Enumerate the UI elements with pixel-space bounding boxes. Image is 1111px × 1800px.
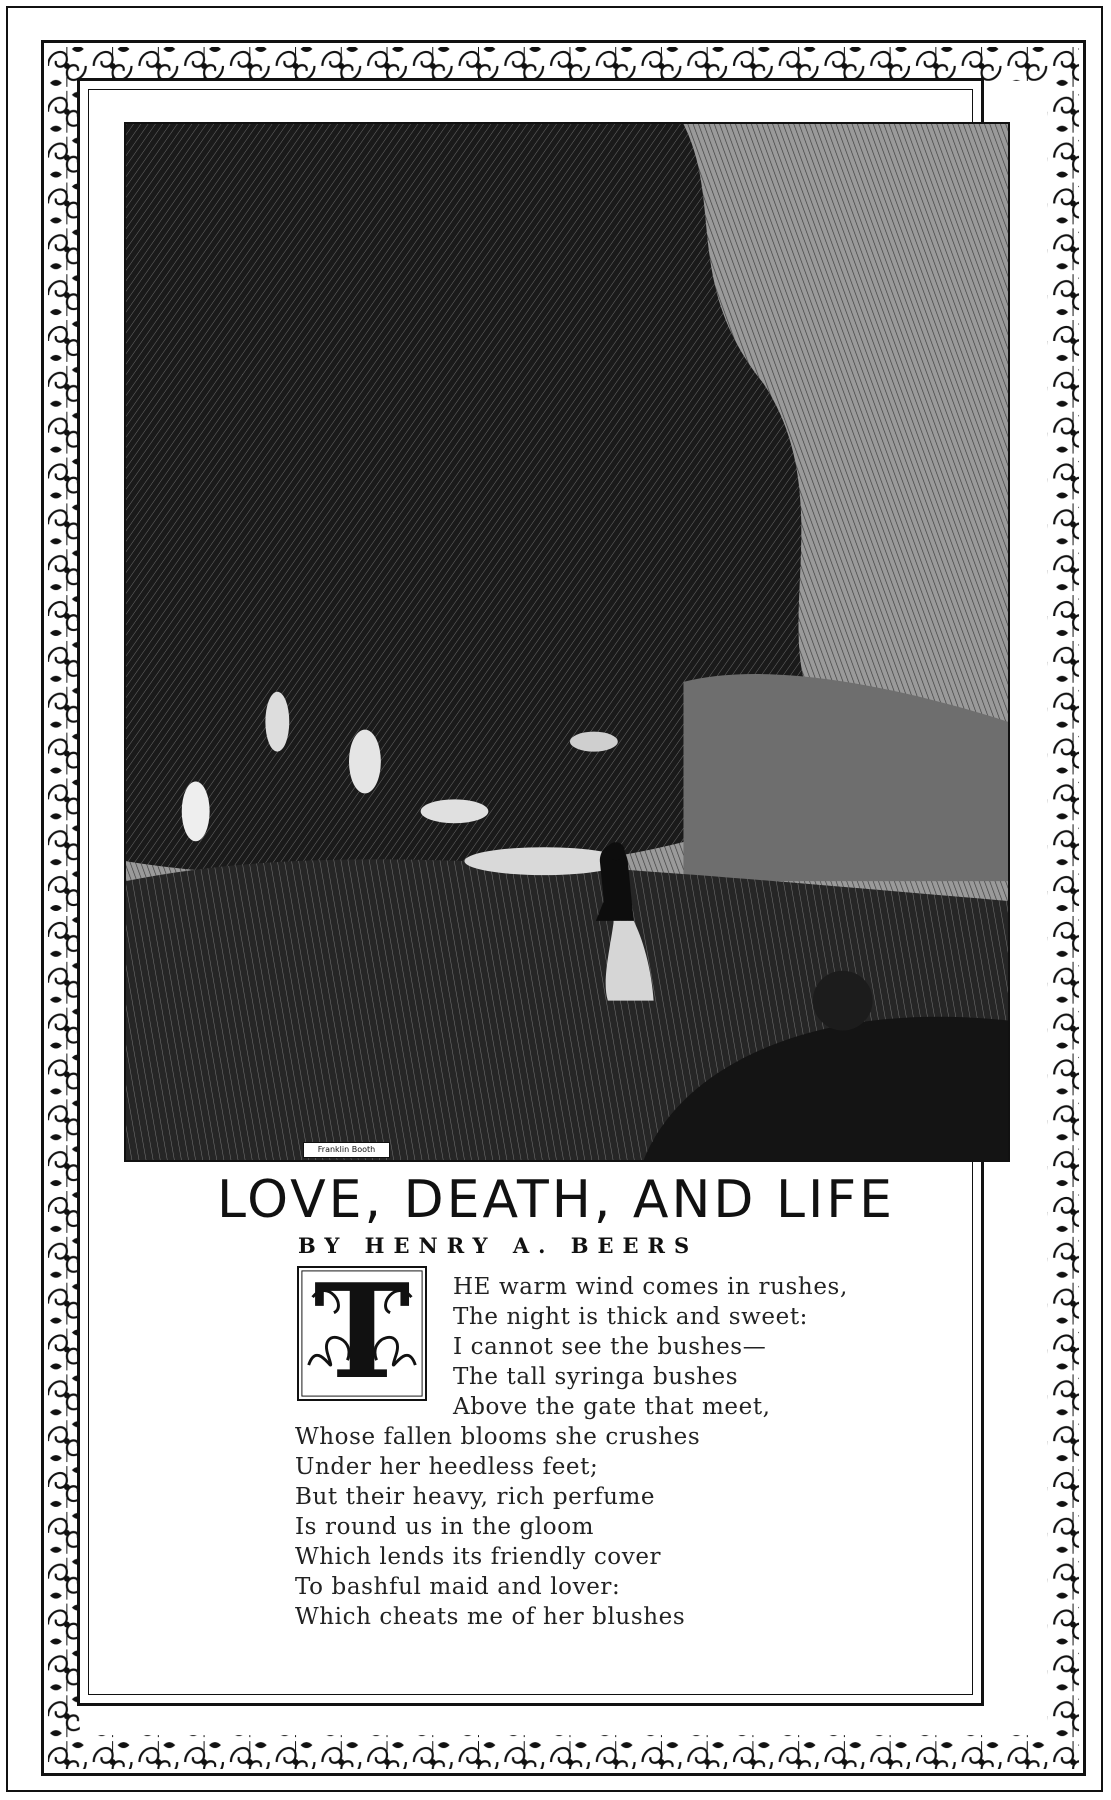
page (6, 6, 1103, 1792)
poem-line: Which cheats me of her blushes (295, 1604, 686, 1630)
drop-cap-letter: T (313, 1255, 411, 1408)
artist-signature: Franklin Booth (303, 1142, 390, 1158)
poem-line: HE warm wind comes in rushes, (453, 1274, 848, 1300)
poem-line: Above the gate that meet, (453, 1394, 771, 1420)
poem-line: Under her heedless feet; (295, 1454, 599, 1480)
author-byline: BY HENRY A. BEERS (298, 1233, 699, 1258)
poem-line: The night is thick and sweet: (453, 1304, 809, 1330)
poem-line: Whose fallen blooms she crushes (295, 1424, 701, 1450)
poem-line: Which lends its friendly cover (295, 1544, 662, 1570)
landscape-illustration (124, 122, 1010, 1162)
poem-line: Is round us in the gloom (295, 1514, 595, 1540)
poem-line: But their heavy, rich perfume (295, 1484, 656, 1510)
poem-line: I cannot see the bushes— (453, 1334, 767, 1360)
poem-line: The tall syringa bushes (453, 1364, 739, 1390)
poem-title: LOVE, DEATH, AND LIFE (216, 1170, 896, 1230)
drop-cap-t (297, 1255, 427, 1408)
poem-line: To bashful maid and lover: (295, 1574, 621, 1600)
